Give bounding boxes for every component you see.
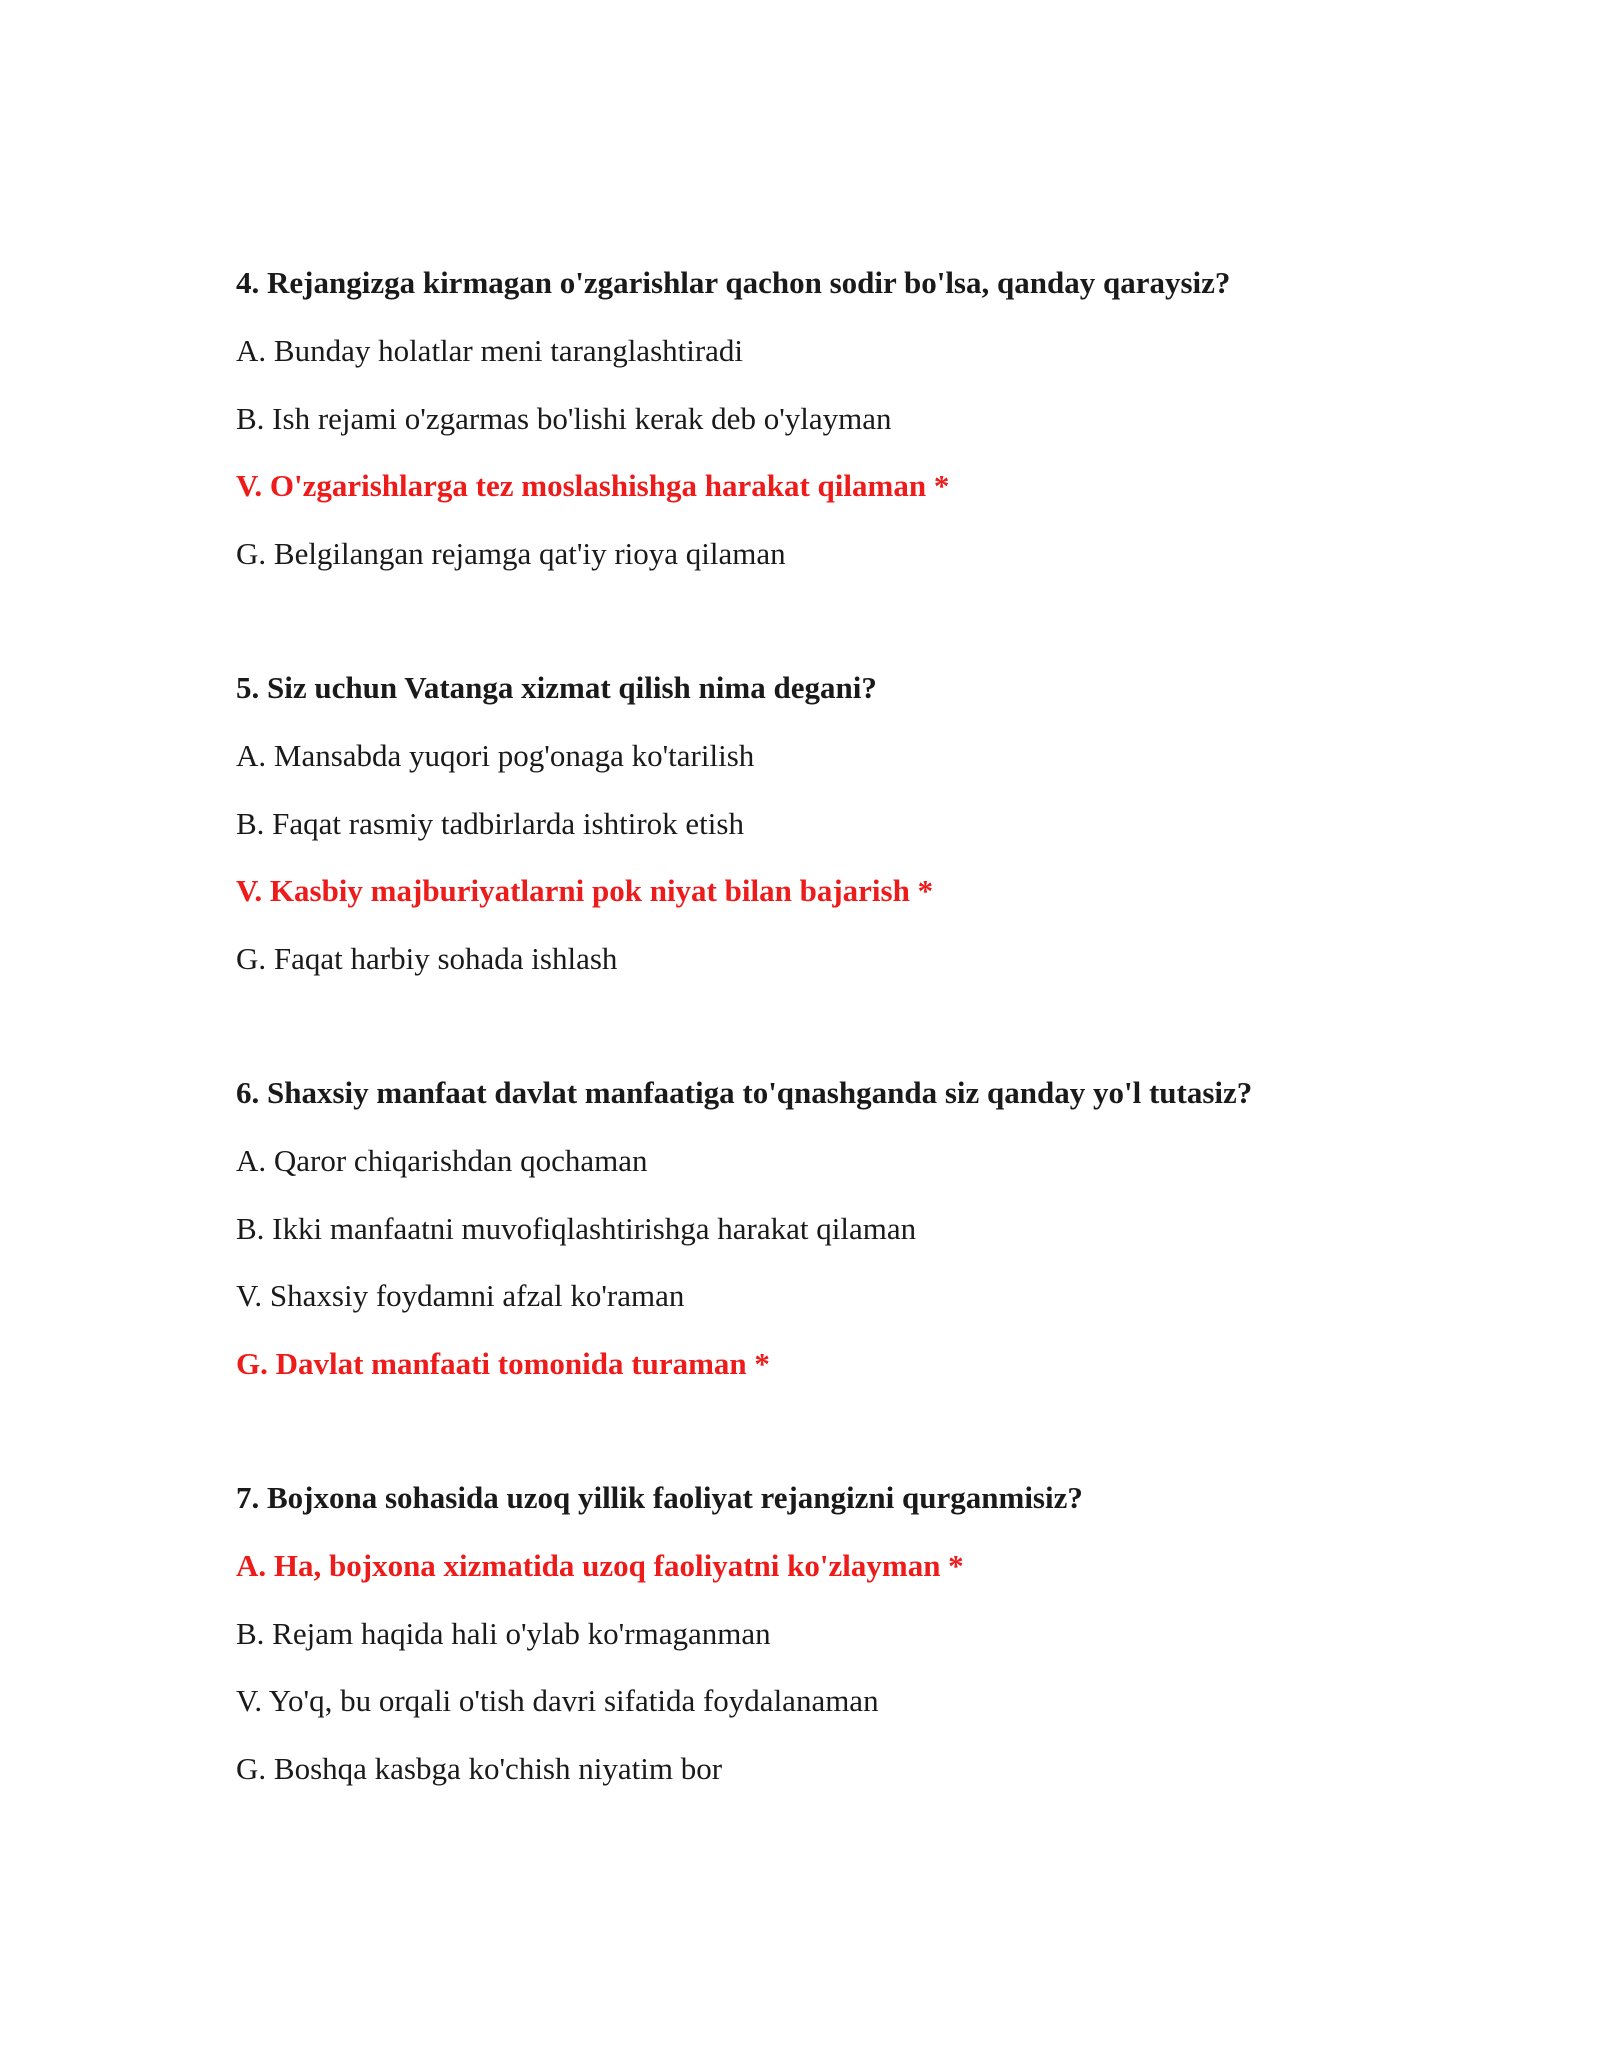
answer-option: V. Yo'q, bu orqali o'tish davri sifatida foydalanaman: [236, 1683, 879, 1718]
question-title: 6. Shaxsiy manfaat davlat manfaatiga to'qnashganda siz qanday yo'l tutasiz?: [236, 1075, 1253, 1110]
question-block-4: [236, 249, 1416, 587]
answer-option: A. Mansabda yuqori pog'onaga ko'tarilish: [236, 738, 755, 773]
answer-option: A. Bunday holatlar meni taranglashtiradi: [236, 333, 744, 368]
answer-option: B. Ish rejami o'zgarmas bo'lishi kerak deb o'ylayman: [236, 400, 892, 436]
question-title: 4. Rejangizga kirmagan o'zgarishlar qachon sodir bo'lsa, qanday qaraysiz?: [236, 265, 1231, 300]
correct-answer-option: V. O'zgarishlarga tez moslashishga harakat qilaman *: [236, 468, 950, 503]
answer-option: G. Belgilangan rejamga qat'iy rioya qilaman: [236, 535, 786, 571]
answer-option: V. Shaxsiy foydamni afzal ko'raman: [236, 1278, 685, 1313]
question-title: 5. Siz uchun Vatanga xizmat qilish nima degani?: [236, 670, 877, 705]
quiz-content: [236, 249, 1416, 1802]
correct-answer-option: V. Kasbiy majburiyatlarni pok niyat bilan bajarish *: [236, 873, 934, 908]
question-block-5: [236, 654, 1416, 992]
question-title: 7. Bojxona sohasida uzoq yillik faoliyat rejangizni qurganmisiz?: [236, 1480, 1083, 1515]
answer-option: B. Ikki manfaatni muvofiqlashtirishga harakat qilaman: [236, 1210, 917, 1246]
correct-answer-option: G. Davlat manfaati tomonida turaman *: [236, 1345, 770, 1381]
answer-option: B. Rejam haqida hali o'ylab ko'rmaganman: [236, 1615, 771, 1651]
answer-option: B. Faqat rasmiy tadbirlarda ishtirok etish: [236, 805, 744, 841]
question-block-7: [236, 1464, 1416, 1802]
correct-answer-option: A. Ha, bojxona xizmatida uzoq faoliyatni ko'zlayman *: [236, 1548, 964, 1583]
answer-option: A. Qaror chiqarishdan qochaman: [236, 1143, 648, 1178]
answer-option: G. Boshqa kasbga ko'chish niyatim bor: [236, 1750, 723, 1786]
answer-option: G. Faqat harbiy sohada ishlash: [236, 940, 618, 976]
question-block-6: [236, 1059, 1416, 1397]
